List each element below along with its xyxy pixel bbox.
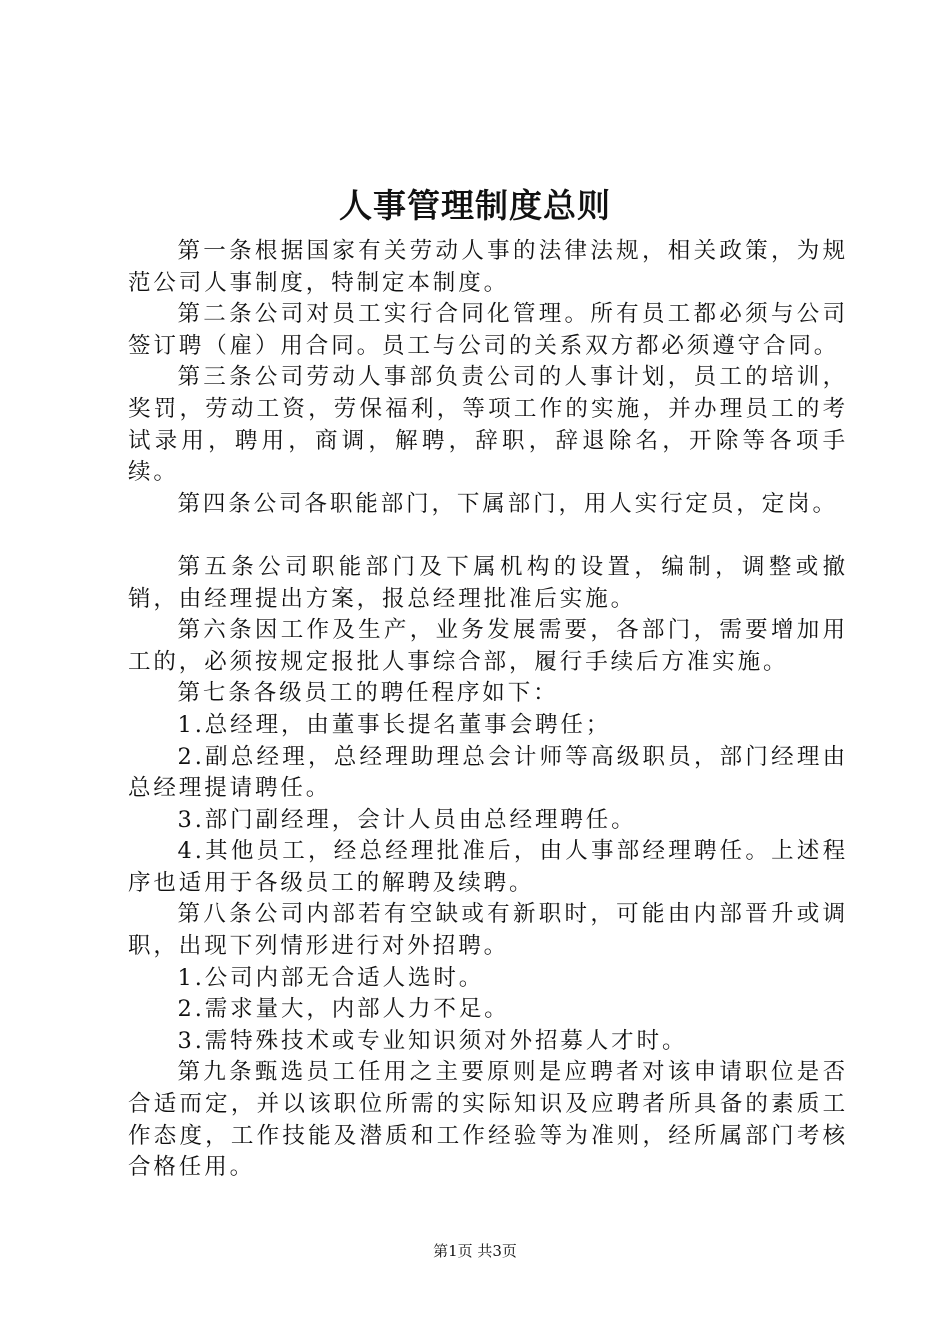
article-1: 第一条根据国家有关劳动人事的法律法规，相关政策，为规范公司人事制度，特制定本制度。 [128, 238, 848, 296]
article-8-item-2: 2.需求量大，内部人力不足。 [177, 996, 510, 1023]
article-7-item-2: 2.副总经理，总经理助理总会计师等高级职员，部门经理由总经理提请聘任。 [128, 743, 848, 802]
article-7-item-1: 1.总经理，由董事长提名董事会聘任； [177, 711, 612, 738]
article-7-item-4: 4.其他员工，经总经理批准后，由人事部经理聘任。上述程序也适用于各级员工的解聘及续聘。 [128, 838, 848, 896]
article-5: 第五条公司职能部门及下属机构的设置，编制，调整或撤销，由经理提出方案，报总经理批准后实施。 [128, 553, 848, 612]
article-7-item-3: 3.部门副经理，会计人员由总经理聘任。 [177, 806, 637, 833]
document-body [128, 236, 848, 1184]
article-7: 第七条各级员工的聘任程序如下： [177, 680, 559, 707]
article-3: 第三条公司劳动人事部负责公司的人事计划，员工的培训，奖罚，劳动工资，劳保福利，等项工作的实施，并办理员工的考试录用，聘用，商调，解聘，辞职，辞退除名，开除等各项手续。 [128, 364, 848, 486]
document-title: 人事管理制度总则 [339, 186, 611, 225]
paragraph-spacer [128, 520, 848, 552]
article-8: 第八条公司内部若有空缺或有新职时，可能由内部晋升或调职，出现下列情形进行对外招聘。 [128, 901, 848, 960]
article-2: 第二条公司对员工实行合同化管理。所有员工都必须与公司签订聘（雇）用合同。员工与公司的关系双方都必须遵守合同。 [128, 301, 848, 359]
page-footer: 第1页 共3页 [433, 1242, 517, 1260]
article-9: 第九条甄选员工任用之主要原则是应聘者对该申请职位是否合适而定，并以该职位所需的实际知识及应聘者所具备的素质工作态度，工作技能及潜质和工作经验等为准则，经所属部门考核合格任用。 [128, 1059, 848, 1181]
article-8-item-3: 3.需特殊技术或专业知识须对外招募人才时。 [177, 1027, 688, 1054]
article-8-item-1: 1.公司内部无合适人选时。 [177, 964, 485, 991]
article-4: 第四条公司各职能部门，下属部门，用人实行定员，定岗。 [177, 490, 838, 517]
article-6: 第六条因工作及生产，业务发展需要，各部门，需要增加用工的，必须按规定报批人事综合部，履行手续后方准实施。 [128, 617, 848, 675]
